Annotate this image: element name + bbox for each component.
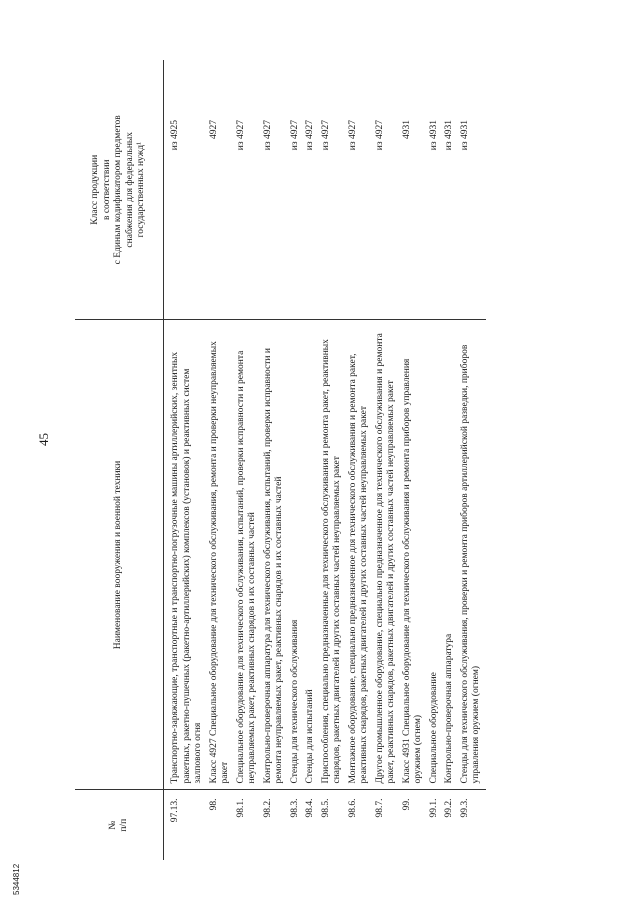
row-name: Специальное оборудование — [428, 320, 444, 790]
row-number: 98.5. — [320, 790, 347, 860]
header-name — [75, 320, 164, 790]
row-name: Контрольно-проверочная аппаратура для технического обслуживания, испытаний, проверки исправности и ремонта неуправляемых ракет, реактивных снарядов и их составных частей — [262, 320, 289, 790]
row-name: Приспособления, специально предназначенные для технического обслуживания и ремонта ракет, реактивных снарядов, ракетных двигателей и других составных частей неуправляемых ракет — [320, 320, 347, 790]
row-number: 99.2. — [443, 790, 459, 860]
table-row — [208, 60, 235, 860]
row-name: Транспортно-заряжающие, транспортные и транспортно-погрузочные машины артиллерийских, зенитных ракетных, ракетно-пушечных (ракетно-артиллерийских) комплексов (установок) и реактивных систем залпового огня — [164, 320, 208, 790]
row-name: Класс 4931 Специальное оборудование для технического обслуживания и ремонта приборов управления оружием (огнем) — [401, 320, 428, 790]
row-name: Стенды для технического обслуживания, проверки и ремонта приборов артиллерийской разведки, приборов управления оружием (огнем) — [459, 320, 486, 790]
row-number: 98.6. — [347, 790, 374, 860]
header-class-label: Класс продукции в соответствии с Единым кодификатором предметов снабжения для федеральных государственных нужд¹ — [90, 115, 147, 265]
row-class: из 4927 — [374, 60, 401, 320]
row-class: из 4927 — [347, 60, 374, 320]
row-name: Монтажное оборудование, специально предназначенное для технического обслуживания и ремонта ракет, реактивных снарядов, ракетных двигателей и других составных частей неуправляемых ракет — [347, 320, 374, 790]
row-class: из 4931 — [459, 60, 486, 320]
document-stamp: 5344812 — [12, 863, 21, 895]
row-number: 99.1. — [428, 790, 444, 860]
weapons-class-table — [75, 60, 486, 860]
row-class: из 4927 — [304, 60, 320, 320]
row-name: Контрольно-проверочная аппаратура — [443, 320, 459, 790]
table-row — [459, 60, 486, 860]
table-row — [289, 60, 305, 860]
row-number: 98.2. — [262, 790, 289, 860]
row-class: из 4927 — [262, 60, 289, 320]
header-number-label: № п/п — [107, 818, 129, 832]
row-number: 98.1. — [235, 790, 262, 860]
table-row — [304, 60, 320, 860]
table-row — [374, 60, 401, 860]
row-class: 4931 — [401, 60, 428, 320]
row-name: Стенды для испытаний — [304, 320, 320, 790]
row-class: из 4927 — [320, 60, 347, 320]
page-number: 45 — [36, 433, 51, 446]
header-name-label: Наименование вооружения и военной техники — [113, 460, 124, 650]
table-row — [443, 60, 459, 860]
row-number: 98.4. — [304, 790, 320, 860]
table-row — [235, 60, 262, 860]
row-class: из 4931 — [428, 60, 444, 320]
row-class: из 4927 — [289, 60, 305, 320]
row-number: 98.7. — [374, 790, 401, 860]
table-row — [262, 60, 289, 860]
row-number: 97.13. — [164, 790, 208, 860]
table-row — [401, 60, 428, 860]
row-class: из 4931 — [443, 60, 459, 320]
row-name: Другое промышленное оборудование, специально предназначенное для технического обслуживания и ремонта ракет, реактивных снарядов, ракетных двигателей и других составных частей неуправляемых ракет — [374, 320, 401, 790]
row-class: из 4927 — [235, 60, 262, 320]
row-class: из 4925 — [164, 60, 208, 320]
row-class: 4927 — [208, 60, 235, 320]
table-row — [428, 60, 444, 860]
row-name: Специальное оборудование для технического обслуживания, испытаний, проверки исправности и ремонта неуправляемых ракет, реактивных снарядов и их составных частей — [235, 320, 262, 790]
document-table-wrapper — [75, 60, 560, 860]
row-name: Класс 4927 Специальное оборудование для технического обслуживания, ремонта и проверки неуправляемых ракет — [208, 320, 235, 790]
table-row — [347, 60, 374, 860]
table-header-row — [75, 60, 164, 860]
row-name: Стенды для технического обслуживания — [289, 320, 305, 790]
header-number — [75, 790, 164, 860]
row-number: 99. — [401, 790, 428, 860]
table-row — [164, 60, 208, 860]
row-number: 99.3. — [459, 790, 486, 860]
table-row — [320, 60, 347, 860]
row-number: 98. — [208, 790, 235, 860]
header-class — [75, 60, 164, 320]
table-body — [164, 60, 486, 860]
row-number: 98.3. — [289, 790, 305, 860]
